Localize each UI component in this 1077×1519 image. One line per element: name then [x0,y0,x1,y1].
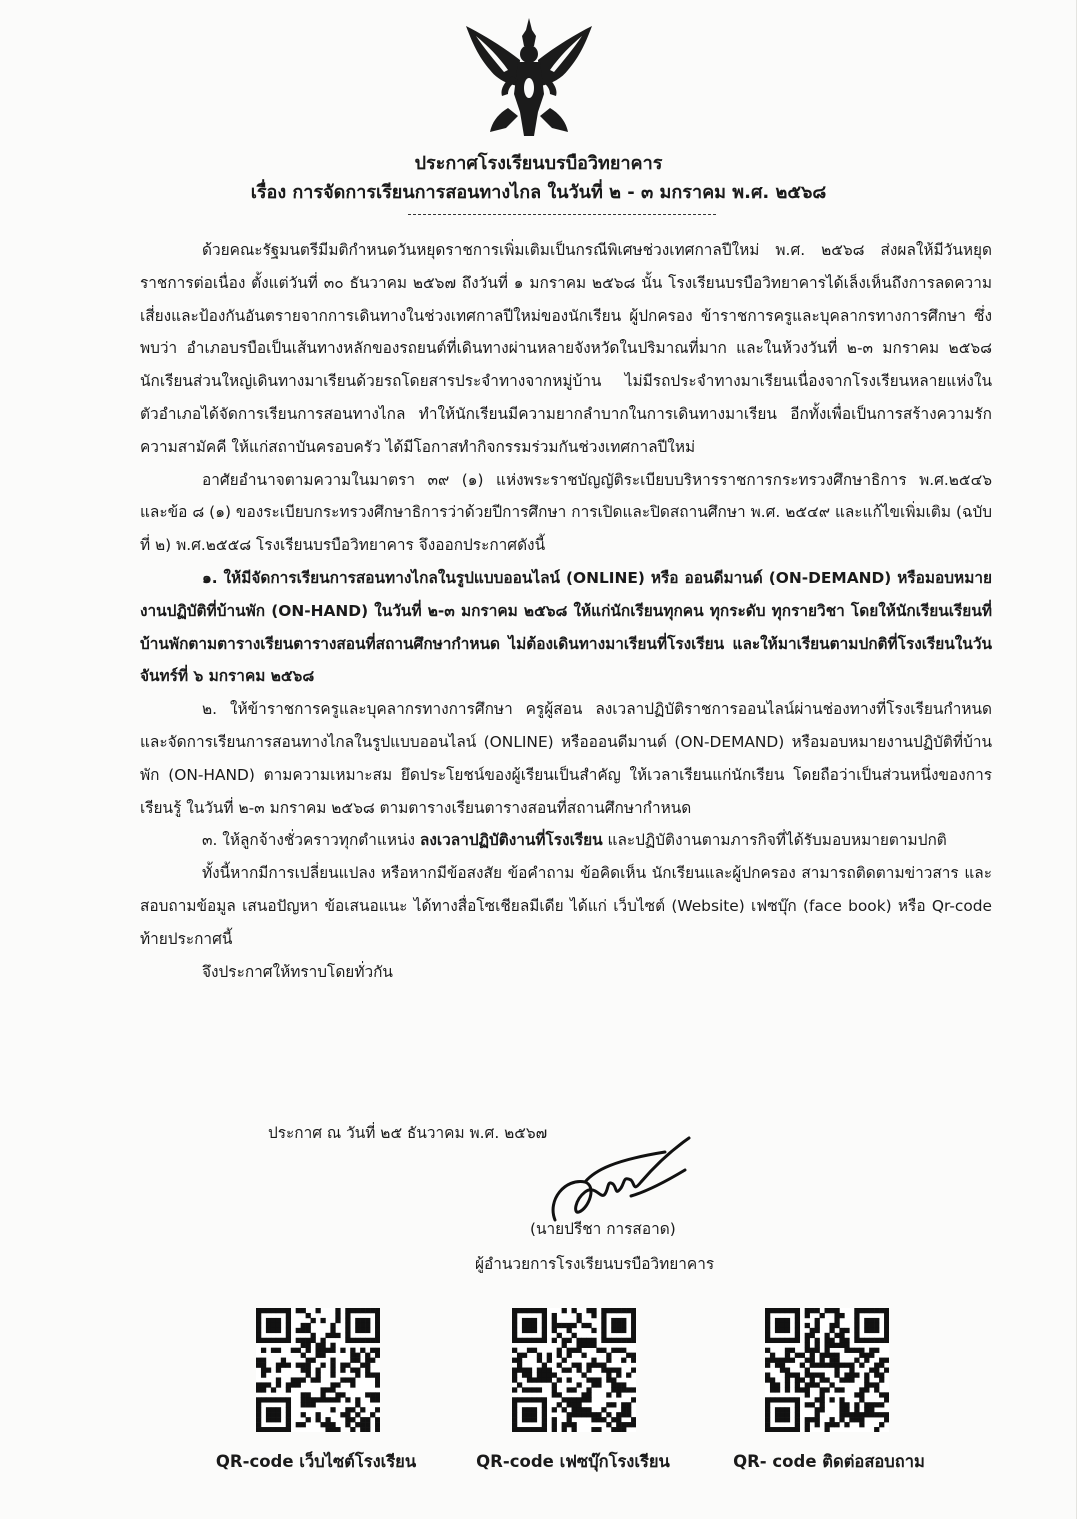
item-2: ๒. ให้ข้าราชการครูและบุคลากรทางการศึกษา ครูผู้สอน ลงเวลาปฏิบัติราชการออนไลน์ผ่านช่องทางที่โรงเรียนกำหนด และจัดการเรียนการสอนทางไกลในรูปแบบออนไลน์ (ONLINE) หรือออนดีมานด์ (ON-DEMAND) หรือมอบหมายงานปฏิบัติที่บ้านพัก (ON-HAND) ตามความเหมาะสม ยึดประโยชน์ของผู้เรียนเป็นสำคัญ ให้เวลาเรียนแก่นักเรียน โดยถือว่าเป็นส่วนหนึ่งของการเรียนรู้ ในวันที่ ๒-๓ มกราคม ๒๕๖๘ ตามตารางเรียนตารางสอนที่สถานศึกษากำหนด [140,700,992,817]
qr-code-pattern [512,1308,636,1432]
qr-code-pattern [765,1308,889,1432]
signer-position: ผู้อำนวยการโรงเรียนบรบือวิทยาคาร [475,1255,715,1273]
garuda-emblem-icon [462,16,596,140]
paragraph-closing: จึงประกาศให้ทราบโดยทั่วกัน [202,962,393,981]
document-title: ประกาศโรงเรียนบรบือวิทยาคาร [414,153,663,174]
divider [408,214,716,215]
qr-label-website: QR-code เว็บไซต์โรงเรียน [215,1452,417,1471]
item-3-text-end: และปฏิบัติงานตามภารกิจที่ได้รับมอบหมายตามปกติ [602,831,947,850]
item-3-emphasis: ลงเวลาปฏิบัติงานที่โรงเรียน [419,831,603,850]
qr-code-pattern [256,1308,380,1432]
signer-name: (นายปรีชา การสอาด) [530,1220,676,1238]
qr-code-facebook[interactable] [512,1308,636,1432]
paragraph-contact: ทั้งนี้หากมีการเปลี่ยนแปลง หรือหากมีข้อสงสัย ข้อคำถาม ข้อคิดเห็น นักเรียนและผู้ปกครอง สามารถติดตามข่าวสาร และสอบถามข้อมูล เสนอปัญหา ข้อเสนอแนะ ได้ทางสื่อโซเชียลมีเดีย ได้แก่ เว็บไซต์ (Website) เฟซบุ๊ก (face book) หรือ Qr-code ท้ายประกาศนี้ [140,864,992,948]
qr-label-contact: QR- code ติดต่อสอบถาม [733,1452,925,1471]
document-body [140,234,992,988]
document-subject: เรื่อง การจัดการเรียนการสอนทางไกล ในวันที่ ๒ - ๓ มกราคม พ.ศ. ๒๕๖๘ [250,182,827,203]
qr-code-website[interactable] [256,1308,380,1432]
paragraph-background: ด้วยคณะรัฐมนตรีมีมติกำหนดวันหยุดราชการเพิ่มเติมเป็นกรณีพิเศษช่วงเทศกาลปีใหม่ พ.ศ. ๒๕๖๘ ส่งผลให้มีวันหยุดราชการต่อเนื่อง ตั้งแต่วันที่ ๓๐ ธันวาคม ๒๕๖๗ ถึงวันที่ ๑ มกราคม ๒๕๖๘ นั้น โรงเรียนบรบือวิทยาคารได้เล็งเห็นถึงการลดความเสี่ยงและป้องกันอันตรายจากการเดินทางในช่วงเทศกาลปีใหม่ของนักเรียน ผู้ปกครอง ข้าราชการครูและบุคลากรทางการศึกษา ซึ่งพบว่า อำเภอบรบือเป็นเส้นทางหลักของรถยนต์ที่เดินทางผ่านหลายจังหวัดในปริมาณที่มาก และในห้วงวันที่ ๒-๓ มกราคม ๒๕๖๘ นักเรียนส่วนใหญ่เดินทางมาเรียนด้วยรถโดยสารประจำทางจากหมู่บ้าน ไม่มีรถประจำทางมาเรียนเนื่องจากโรงเรียนหลายแห่งในตัวอำเภอได้จัดการเรียนการสอนทางไกล ทำให้นักเรียนมีความยากลำบากในการเดินทางมาเรียน อีกทั้งเพื่อเป็นการสร้างความรัก ความสามัคคี ให้แก่สถาบันครอบครัว ได้มีโอกาสทำกิจกรรมร่วมกันช่วงเทศกาลปีใหม่ [140,241,992,456]
announce-date: ประกาศ ณ วันที่ ๒๕ ธันวาคม พ.ศ. ๒๕๖๗ [268,1124,548,1142]
qr-label-facebook: QR-code เฟซบุ๊กโรงเรียน [476,1452,670,1471]
paragraph-authority: อาศัยอำนาจตามความในมาตรา ๓๙ (๑) แห่งพระราชบัญญัติระเบียบบริหารราชการกระทรวงศึกษาธิการ พ.ศ.๒๕๔๖ และข้อ ๘ (๑) ของระเบียบกระทรวงศึกษาธิการว่าด้วยปีการศึกษา การเปิดและปิดสถานศึกษา พ.ศ. ๒๕๔๙ และแก้ไขเพิ่มเติม (ฉบับที่ ๒) พ.ศ.๒๕๕๘ โรงเรียนบรบือวิทยาคาร จึงออกประกาศดังนี้ [140,470,992,555]
item-3 [140,824,992,857]
item-1: ๑. ให้มีจัดการเรียนการสอนทางไกลในรูปแบบออนไลน์ (ONLINE) หรือ ออนดีมานด์ (ON-DEMAND) หรือมอบหมายงานปฏิบัติที่บ้านพัก (ON-HAND) ในวันที่ ๒-๓ มกราคม ๒๕๖๘ ให้แก่นักเรียนทุกคน ทุกระดับ ทุกรายวิชา โดยให้นักเรียนเรียนที่บ้านพักตามตารางเรียนตารางสอนที่สถานศึกษากำหนด ไม่ต้องเดินทางมาเรียนที่โรงเรียน และให้มาเรียนตามปกติที่โรงเรียนในวันจันทร์ที่ ๖ มกราคม ๒๕๖๘ [140,568,992,686]
item-3-text: ๓. ให้ลูกจ้างชั่วคราวทุกตำแหน่ง [202,831,420,850]
qr-code-contact[interactable] [765,1308,889,1432]
